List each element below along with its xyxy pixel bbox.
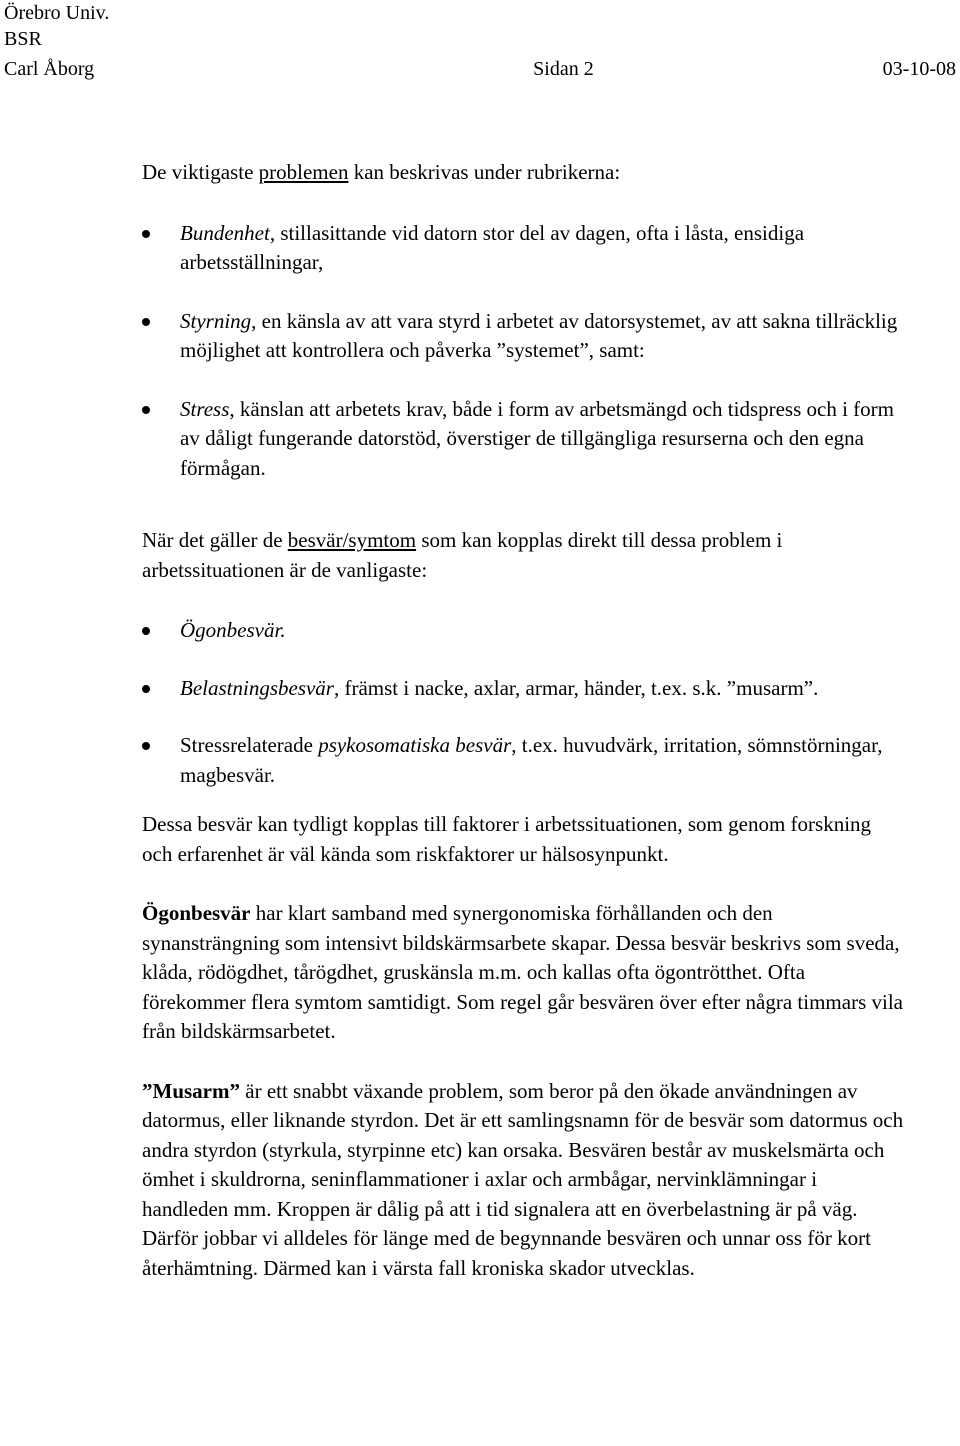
- symptoms-list: [142, 616, 904, 790]
- list-item: Belastningsbesvär, främst i nacke, axlar, armar, händer, t.ex. s.k. ”musarm”.: [180, 674, 904, 704]
- symptoms-intro: När det gäller de besvär/symtom som kan kopplas direkt till dessa problem i arbetssituationen är de vanligaste:: [142, 528, 783, 582]
- eye-paragraph: Ögonbesvär har klart samband med synergonomiska förhållanden och den synansträngning som intensivt bildskärmsarbete skapar. Dessa besvär beskrivs som sveda, klåda, rödögdhet, tårögdhet, gruskänsla m.m. och kallas ofta ögontrötthet. Ofta förekommer flera symtom samtidigt. Som regel går besvären över efter några timmars vila från bildskärmsarbetet.: [142, 901, 903, 1043]
- list-item: Stress, känslan att arbetets krav, både i form av arbetsmängd och tidspress och i form av dåligt fungerande datorstöd, överstiger de tillgängliga resurserna och den egna förmågan.: [180, 395, 904, 484]
- problems-list: [142, 219, 904, 484]
- header-department: BSR: [4, 28, 42, 50]
- mouse-term: ”Musarm”: [142, 1078, 240, 1103]
- header-institution: Örebro Univ.: [4, 2, 110, 24]
- header-meta-row: [4, 56, 956, 82]
- list-item: Styrning, en känsla av att vara styrd i arbetet av datorsystemet, av att sakna tillräcklig möjlighet att kontrollera och påverka ”systemet”, samt:: [180, 307, 904, 366]
- problem-term: Styrning: [180, 308, 252, 333]
- header-page-number: Sidan 2: [533, 58, 594, 80]
- header-date: 03-10-08: [882, 58, 956, 80]
- header-author: Carl Åborg: [4, 58, 95, 80]
- list-item: Bundenhet, stillasittande vid datorn stor del av dagen, ofta i låsta, ensidiga arbetsställningar,: [180, 219, 904, 278]
- list-item: [180, 616, 904, 646]
- eye-term: Ögonbesvär: [142, 901, 251, 925]
- problems-intro: De viktigaste problemen kan beskrivas under rubrikerna:: [142, 160, 621, 184]
- problems-keyword: problemen: [258, 160, 349, 184]
- list-item: Stressrelaterade psykosomatiska besvär, t.ex. huvudvärk, irritation, sömnstörningar, magbesvär.: [180, 731, 904, 790]
- symptoms-keyword: besvär/symtom: [287, 528, 417, 552]
- symptom-term: Ögonbesvär.: [180, 618, 286, 642]
- risk-paragraph: Dessa besvär kan tydligt kopplas till faktorer i arbetssituationen, som genom forskning och erfarenhet är väl kända som riskfaktorer ur hälsosynpunkt.: [142, 812, 872, 866]
- document-body: [142, 158, 904, 1283]
- symptom-term: Belastningsbesvär: [180, 675, 334, 700]
- mouse-paragraph: ”Musarm” är ett snabbt växande problem, som beror på den ökade användningen av datormus, eller liknande styrdon. Det är ett samlingsnamn för de besvär som datormus och andra styrdon (styrkula, styrpinne etc) kan orsaka. Besvären består av muskelsmärta och ömhet i skuldrorna, seninflammationer i axlar och armbågar, nervinklämningar i handleden mm. Kroppen är dålig på att i tid signalera att en överbelastning är på väg. Därför jobbar vi alldeles för länge med de begynnande besvären och unnar oss för kort återhämtning. Därmed kan i värsta fall kroniska skador utvecklas.: [142, 1078, 904, 1280]
- symptom-term: psykosomatiska besvär: [318, 733, 512, 757]
- problem-term: Bundenhet: [180, 220, 270, 245]
- problem-term: Stress: [180, 396, 230, 421]
- page-header: [4, 0, 956, 82]
